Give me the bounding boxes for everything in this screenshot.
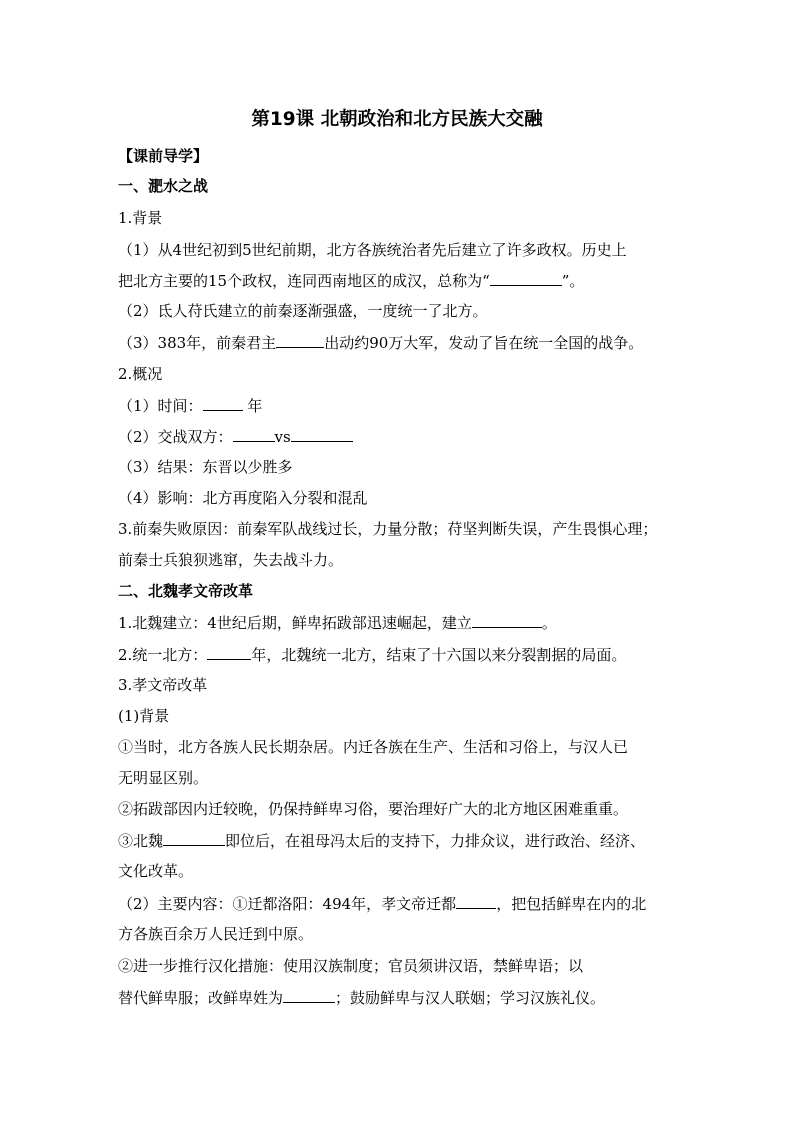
paragraph-line: ②进一步推行汉化措施：使用汉族制度；官员须讲汉语，禁鲜卑语；以 <box>118 957 584 975</box>
paragraph-line <box>118 644 698 665</box>
paragraph-line: 前秦士兵狼狈逃窜，失去战斗力。 <box>118 551 344 569</box>
section-heading-1: 一、淝水之战 <box>118 177 209 195</box>
answer-blank <box>276 332 324 348</box>
text-fragment: vs <box>274 428 291 446</box>
text-fragment: 即位后，在祖母冯太后的支持下，力排众议，进行政治、经济、 <box>225 832 646 850</box>
text-fragment: 年 <box>247 397 263 415</box>
paragraph-line <box>118 426 698 447</box>
paragraph-line <box>118 830 698 851</box>
answer-blank <box>207 644 251 660</box>
paragraph-line: （4）影响：北方再度陷入分裂和混乱 <box>118 489 368 507</box>
paragraph-line <box>118 987 698 1008</box>
paragraph-line: 文化改革。 <box>118 862 194 880</box>
section-heading-2: 二、北魏孝文帝改革 <box>118 582 254 600</box>
answer-blank <box>233 426 275 442</box>
paragraph-line: 方各族百余万人民迁到中原。 <box>118 925 314 943</box>
text-fragment: ③北魏 <box>118 832 164 850</box>
paragraph-line <box>118 612 698 633</box>
text-fragment: 1.北魏建立：4世纪后期，鲜卑拓跋部迅速崛起，建立 <box>118 614 472 632</box>
paragraph-line: （2）氐人苻氏建立的前秦逐渐强盛，一度统一了北方。 <box>118 302 488 320</box>
answer-blank <box>472 612 542 628</box>
answer-blank <box>456 893 496 909</box>
paragraph-line: ①当时，北方各族人民长期杂居。内迁各族在生产、生活和习俗上，与汉人已 <box>118 738 629 756</box>
subheading-background-2: (1)背景 <box>118 707 170 725</box>
answer-blank <box>163 830 225 846</box>
paragraph-line <box>118 270 698 291</box>
paragraph-line <box>118 395 698 416</box>
text-fragment: 替代鲜卑服；改鲜卑姓为 <box>118 989 284 1007</box>
page-title: 第19课 北朝政治和北方民族大交融 <box>251 109 543 130</box>
paragraph-line: （3）结果：东晋以少胜多 <box>118 458 293 476</box>
text-fragment: 出动约90万大军，发动了旨在统一全国的战争。 <box>324 334 644 352</box>
answer-blank <box>203 395 243 411</box>
text-fragment: （2）交战双方： <box>118 428 233 446</box>
text-fragment: （1）时间： <box>118 397 203 415</box>
text-fragment: 年，北魏统一北方，结束了十六国以来分裂割据的局面。 <box>251 646 627 664</box>
paragraph-line: 无明显区别。 <box>118 769 209 787</box>
text-fragment: （2）主要内容：①迁都洛阳：494年，孝文帝迁都 <box>118 895 457 913</box>
paragraph-line: ②拓跋部因内迁较晚，仍保持鲜卑习俗，要治理好广大的北方地区困难重重。 <box>118 800 629 818</box>
answer-blank <box>291 426 353 442</box>
text-fragment: 2.统一北方： <box>118 646 208 664</box>
paragraph-line <box>118 332 698 353</box>
subheading-reform: 3.孝文帝改革 <box>118 676 208 694</box>
answer-blank <box>490 270 562 286</box>
text-fragment: （3）383年，前秦君主 <box>118 334 277 352</box>
answer-blank <box>283 987 335 1003</box>
text-fragment: 把北方主要的15个政权，连同西南地区的成汉，总称为“ <box>118 272 490 290</box>
text-fragment: ”。 <box>561 272 585 290</box>
subheading-overview: 2.概况 <box>118 365 163 383</box>
text-fragment: ；鼓励鲜卑与汉人联姻；学习汉族礼仪。 <box>335 989 606 1007</box>
text-fragment: ，把包括鲜卑在内的北 <box>496 895 647 913</box>
subheading-background: 1.背景 <box>118 209 163 227</box>
section-label: 【课前导学】 <box>118 147 209 165</box>
paragraph-line: 3.前秦失败原因：前秦军队战线过长，力量分散；苻坚判断失误，产生畏惧心理； <box>118 520 658 538</box>
paragraph-line: （1）从4世纪初到5世纪前期，北方各族统治者先后建立了许多政权。历史上 <box>118 241 627 259</box>
paragraph-line <box>118 893 698 914</box>
text-fragment: 。 <box>541 614 557 632</box>
